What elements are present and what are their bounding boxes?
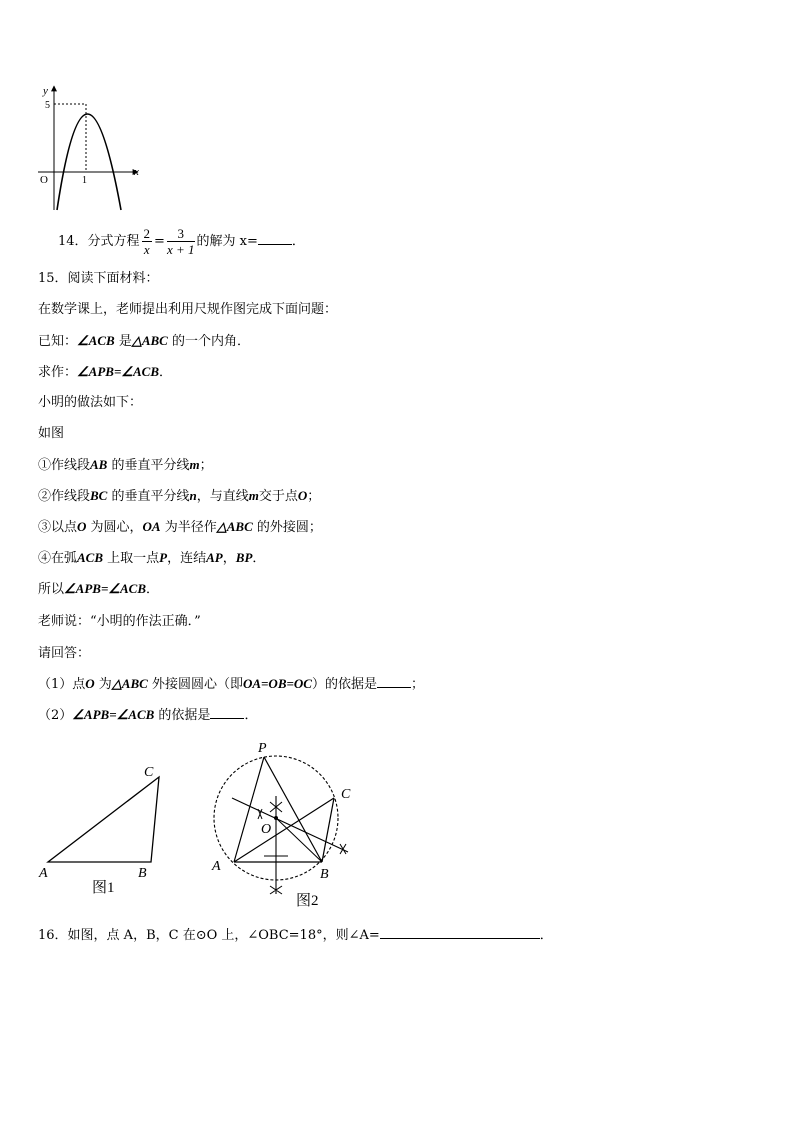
fig2-label-p: P <box>258 741 267 756</box>
fig2-label-a: A <box>212 859 221 874</box>
perp-bisector-n <box>232 798 348 852</box>
figure-2 <box>200 736 370 916</box>
q15-step-1: ①作线段AB 的垂直平分线m； <box>38 457 213 473</box>
parabola-curve <box>57 114 121 210</box>
answer-blank-16[interactable] <box>380 926 540 939</box>
figure-1 <box>34 758 174 898</box>
fraction-2-over-x: $\frac{2}{x}$ <box>143 226 151 257</box>
q15-step-4: ④在弧ACB 上取一点P，连结AP，BP． <box>38 550 266 566</box>
question-16: 16．如图，点 A，B，C 在⊙O 上，∠OBC=18°，则∠A= ． <box>38 928 553 943</box>
fig1-label-a: A <box>39 866 48 881</box>
q15-sub-2: （2）∠APB=∠ACB 的依据是 ． <box>38 707 258 723</box>
x-axis-label: x <box>134 166 139 178</box>
q15-sub-1: （1）点O 为△ABC 外接圆圆心（即OA=OB=OC）的依据是 ； <box>38 676 424 692</box>
fig1-caption: 图1 <box>92 880 115 896</box>
answer-blank-14[interactable] <box>258 232 292 245</box>
answer-blank-15-2[interactable] <box>210 706 244 719</box>
fraction-3-over-x-plus-1: $\frac{3}{x + 1}$ <box>166 226 195 257</box>
q15-step-2: ②作线段BC 的垂直平分线n，与直线m交于点O； <box>38 488 321 504</box>
fig2-label-b: B <box>320 867 329 882</box>
q15-requirement: 求作：∠APB=∠ACB． <box>38 364 173 380</box>
fig2-label-o: O <box>261 822 272 837</box>
fig1-label-b: B <box>138 866 147 881</box>
x-tick-label: 1 <box>82 175 87 186</box>
triangle-abc-fig1 <box>48 777 159 862</box>
parabola-graph <box>30 82 150 214</box>
segment-ob <box>276 818 322 862</box>
q15-as-figure: 如图 <box>38 426 65 441</box>
q15-conclusion: 所以∠APB=∠ACB． <box>38 581 160 597</box>
q15-answer-prompt: 请回答： <box>38 646 91 661</box>
center-o <box>274 816 278 820</box>
fig2-caption: 图2 <box>296 893 319 909</box>
q15-teacher: 老师说：“小明的作法正确．” <box>38 614 201 629</box>
y-tick-label: 5 <box>45 100 50 111</box>
q15-step-3: ③以点O 为圆心，OA 为半径作△ABC 的外接圆； <box>38 519 322 535</box>
y-axis-label: y <box>43 85 48 97</box>
q15-known: 已知：∠ACB 是△ABC 的一个内角． <box>38 333 250 349</box>
q15-method: 小明的做法如下： <box>38 395 143 410</box>
answer-blank-15-1[interactable] <box>377 675 411 688</box>
question-14: 14．分式方程 $\frac{2}{x}$ = $\frac{3}{x + 1}$ 的解为 x= ． <box>58 226 305 257</box>
q15-heading: 15．阅读下面材料： <box>38 271 159 286</box>
q15-intro: 在数学课上，老师提出利用尺规作图完成下面问题： <box>38 302 338 317</box>
fig1-label-c: C <box>144 765 154 780</box>
fig2-label-c: C <box>341 787 351 802</box>
origin-label: O <box>40 174 48 186</box>
